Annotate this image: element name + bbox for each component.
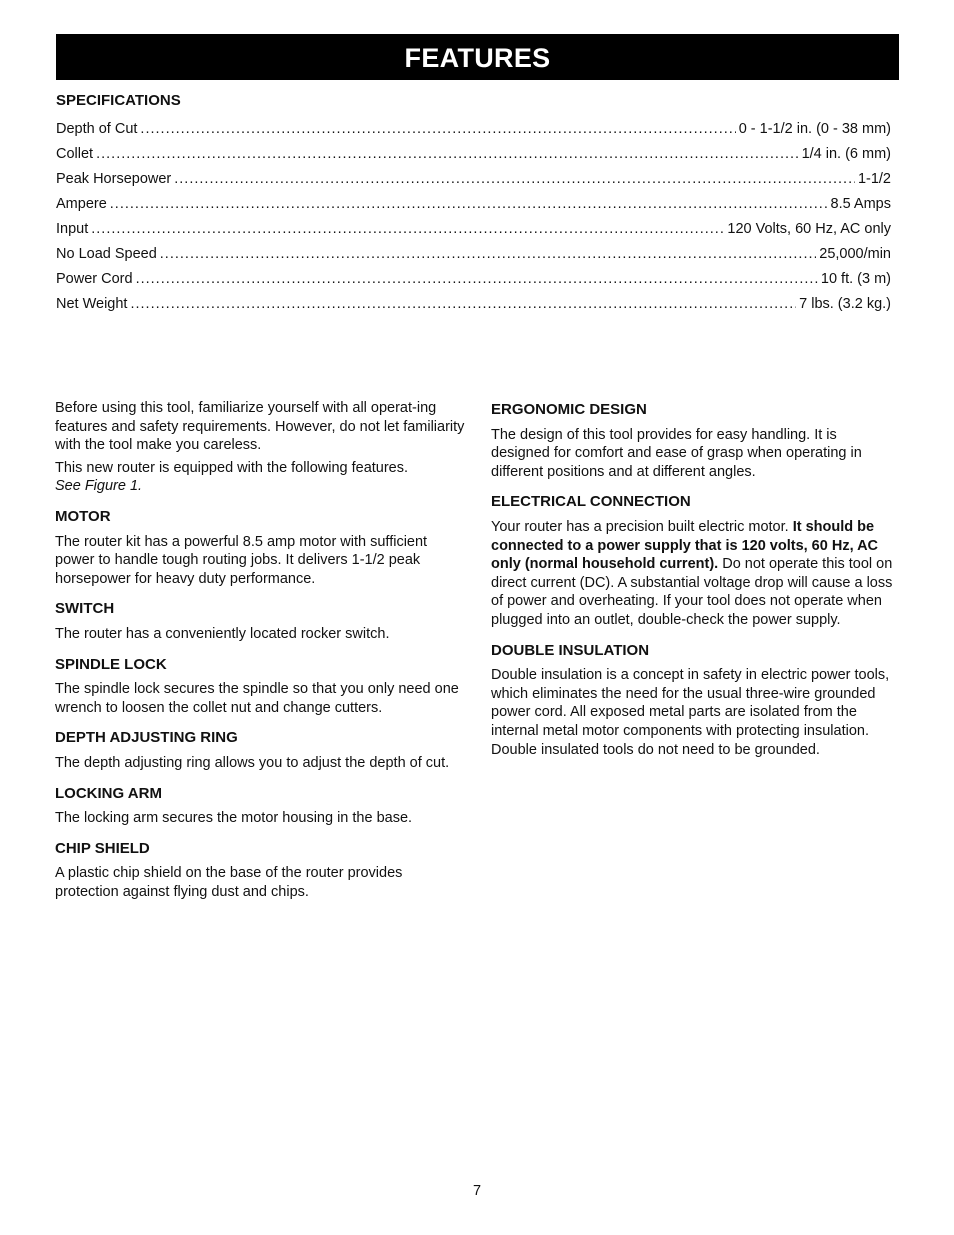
spec-label: Collet [56, 146, 94, 162]
dot-leader [174, 171, 855, 187]
specifications-heading: SPECIFICATIONS [56, 92, 181, 109]
electrical-connection-heading: ELECTRICAL CONNECTION [491, 493, 691, 511]
spec-row [56, 121, 891, 146]
double-insulation-text: Double insulation is a concept in safety in electric power tools, which eliminates the need for the usual three-wire grounded power cord. All exposed metal parts are isolated from the internal metal motor components with protecting insulation. Double insulated tools do not need to be grounded. [491, 667, 890, 758]
left-column [55, 399, 465, 905]
spec-row [56, 171, 891, 196]
double-insulation-heading: DOUBLE INSULATION [491, 641, 650, 659]
motor-text: The router kit has a powerful 8.5 amp motor with sufficient power to handle tough routing jobs. It delivers 1-1/2 peak horsepower for heavy duty performance. [55, 533, 428, 587]
specifications-table [56, 121, 891, 321]
spec-label: Input [56, 221, 89, 237]
spec-row [56, 271, 891, 296]
spec-row [56, 296, 891, 321]
page-title: FEATURES [56, 34, 899, 80]
electrical-text-warning: It should be connected to a power supply that is 120 volts, 60 Hz, AC only (normal household current). [491, 518, 879, 573]
chip-shield-text: A plastic chip shield on the base of the router provides protection against flying dust and chips. [55, 865, 403, 900]
dot-leader [130, 296, 796, 312]
motor-heading: MOTOR [55, 507, 111, 525]
dot-leader [136, 271, 818, 287]
locking-arm-heading: LOCKING ARM [55, 784, 162, 802]
spec-label: Depth of Cut [56, 121, 138, 137]
spec-row [56, 246, 891, 271]
dot-leader [140, 121, 735, 137]
intro-features-paragraph [55, 459, 465, 496]
spec-value: 1-1/2 [857, 171, 891, 187]
spec-row [56, 221, 891, 246]
switch-text: The router has a conveniently located rocker switch. [55, 625, 390, 642]
spec-value: 25,000/min [819, 246, 891, 262]
spec-value: 10 ft. (3 m) [820, 271, 891, 287]
dot-leader [160, 246, 816, 262]
spec-label: Ampere [56, 196, 107, 212]
depth-ring-heading: DEPTH ADJUSTING RING [55, 729, 238, 747]
spec-label: Net Weight [56, 296, 128, 312]
intro-features-text: This new router is equipped with the following features. [55, 459, 409, 476]
spec-row [56, 146, 891, 171]
dot-leader [91, 221, 724, 237]
spec-label: Peak Horsepower [56, 171, 172, 187]
right-column [491, 401, 897, 763]
spec-value: 8.5 Amps [830, 196, 891, 212]
spec-label: No Load Speed [56, 246, 157, 262]
locking-arm-text: The locking arm secures the motor housing in the base. [55, 810, 413, 827]
switch-heading: SWITCH [55, 600, 115, 618]
page-number: 7 [472, 1183, 482, 1199]
intro-paragraph: Before using this tool, familiarize yourself with all operat-ing features and safety requirements. However, do not let familiarity with the tool make you careless. [55, 400, 465, 454]
spec-value: 7 lbs. (3.2 kg.) [799, 296, 891, 312]
spec-value: 1/4 in. (6 mm) [801, 146, 891, 162]
spec-value: 0 - 1-1/2 in. (0 - 38 mm) [738, 121, 891, 137]
spindle-lock-heading: SPINDLE LOCK [55, 655, 167, 673]
dot-leader [110, 196, 828, 212]
depth-ring-text: The depth adjusting ring allows you to adjust the depth of cut. [55, 754, 450, 771]
ergonomic-design-text: The design of this tool provides for easy handling. It is designed for comfort and ease of grasp when operating in different positions and at different angles. [491, 426, 862, 480]
ergonomic-design-heading: ERGONOMIC DESIGN [491, 401, 647, 418]
electrical-text-intro: Your router has a precision built electric motor. [491, 518, 789, 535]
chip-shield-heading: CHIP SHIELD [55, 839, 150, 857]
spec-row [56, 196, 891, 221]
figure-reference: See Figure 1. [55, 478, 143, 495]
spec-value: 120 Volts, 60 Hz, AC only [727, 221, 891, 237]
dot-leader [96, 146, 798, 162]
spindle-lock-text: The spindle lock secures the spindle so that you only need one wrench to loosen the collet nut and change cutters. [55, 681, 459, 716]
spec-label: Power Cord [56, 271, 133, 287]
electrical-text-rest: Do not operate this tool on direct current (DC). A substantial voltage drop will cause a loss of power and overheating. If your tool does not operate when plugged into an outlet, double-check the power supply. [491, 556, 893, 628]
electrical-connection-text [491, 518, 897, 630]
